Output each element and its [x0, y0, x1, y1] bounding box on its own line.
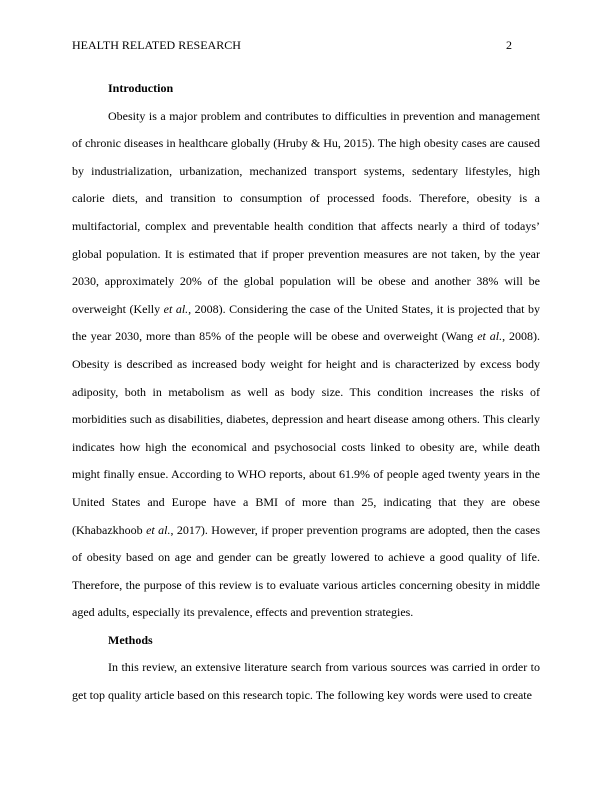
- introduction-paragraph: Obesity is a major problem and contributes to difficulties in prevention and management of chronic diseases in healthcare globally (Hruby & Hu, 2015). The high obesity cases are caused by industrialization, urbanization, mechanized transport systems, sedentary lifestyles, high calorie diets, and transition to consumption of processed foods. Therefore, obesity is a multifactorial, complex and preventable health condition that affects nearly a third of todays’ global population. It is estimated that if proper prevention measures are not taken, by the year 2030, approximately 20% of the global population will be obese and another 38% will be overweight (Kelly et al., 2008). Considering the case of the United States, it is projected that by the year 2030, more than 85% of the people will be obese and overweight (Wang et al., 2008). Obesity is described as increased body weight for height and is characterized by excess body adiposity, both in metabolism as well as body size. This condition increases the risks of morbidities such as disabilities, diabetes, depression and heart disease among others. This clearly indicates how high the economical and psychosocial costs linked to obesity are, while death might finally ensue. According to WHO reports, about 61.9% of people aged twenty years in the United States and Europe have a BMI of more than 25, indicating that they are obese (Khabazkhoob et al., 2017). However, if proper prevention programs are adopted, then the cases of obesity based on age and gender can be greatly lowered to achieve a good quality of life. Therefore, the purpose of this review is to evaluate various articles concerning obesity in middle aged adults, especially its prevalence, effects and prevention strategies.: [72, 108, 541, 620]
- page-number: 2: [506, 38, 512, 52]
- running-head: HEALTH RELATED RESEARCH: [72, 38, 241, 52]
- methods-paragraph: In this review, an extensive literature search from various sources was carried in order to get top quality article based on this research topic. The following key words were used to create: [72, 660, 540, 703]
- page-header: [72, 37, 512, 53]
- introduction-heading: Introduction: [108, 81, 174, 95]
- methods-heading: Methods: [108, 632, 153, 647]
- document-body: [72, 75, 540, 710]
